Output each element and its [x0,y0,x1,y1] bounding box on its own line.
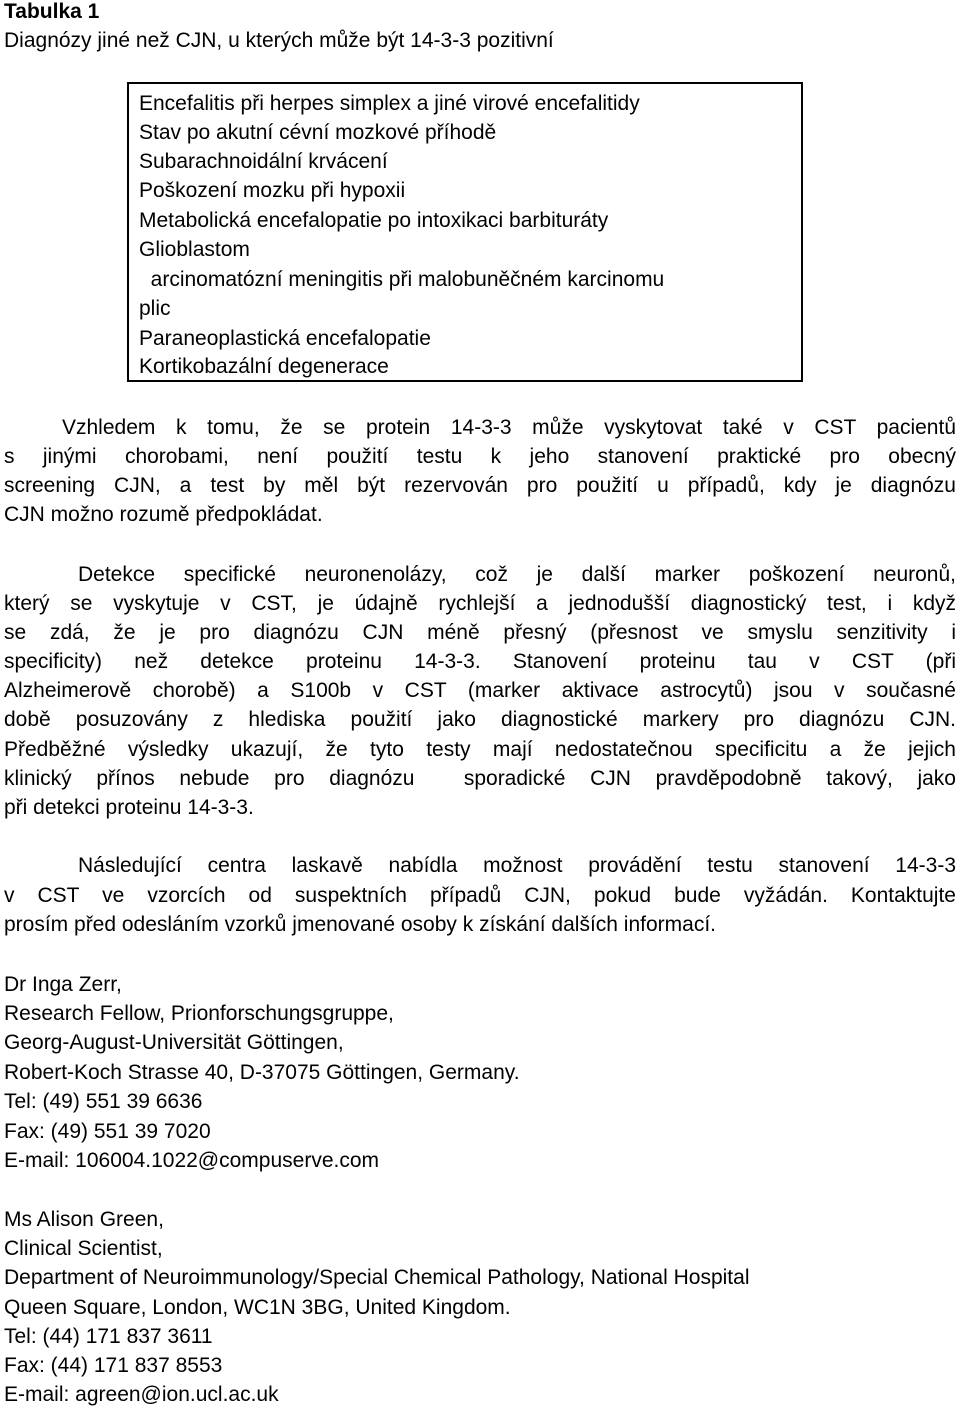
paragraph-line: Detekce specifické neuronenolázy, což je další marker poškození neuronů, [78,563,956,586]
contact-line: Research Fellow, Prionforschungsgruppe, [4,1002,394,1025]
contact-fax: Fax: (44) 171 837 8553 [4,1354,223,1377]
diagnoses-table [127,82,803,382]
contact-phone: Tel: (44) 171 837 3611 [4,1325,213,1348]
contact-line: Robert-Koch Strasse 40, D-37075 Göttingen, Germany. [4,1061,520,1084]
paragraph-line: CJN možno rozumě předpokládat. [4,503,323,526]
table-item: Subarachnoidální krvácení [139,150,388,173]
table-item: Poškození mozku při hypoxii [139,179,406,202]
table-item: Metabolická encefalopatie po intoxikaci barbituráty [139,209,609,232]
table-item: arcinomatózní meningitis při malobuněčném karcinomu [139,268,665,291]
contact-name: Dr Inga Zerr, [4,973,122,996]
paragraph-line: Předběžné výsledky ukazují, že tyto testy mají nedostatečnou specificitu a že jejich [4,738,956,761]
contact-line: Clinical Scientist, [4,1237,163,1260]
table-item: Glioblastom [139,238,250,261]
paragraph-line: prosím před odesláním vzorků jmenované osoby k získání dalších informací. [4,913,716,936]
paragraph-line: Následující centra laskavě nabídla možnost provádění testu stanovení 14-3-3 [78,854,956,877]
contact-email: E-mail: 106004.1022@compuserve.com [4,1149,380,1172]
contact-name: Ms Alison Green, [4,1208,164,1231]
table-item: Encefalitis při herpes simplex a jiné virové encefalitidy [139,92,640,115]
paragraph-line: který se vyskytuje v CST, je údajně rychlejší a jednodušší diagnostický test, i když [4,592,956,615]
contact-fax: Fax: (49) 551 39 7020 [4,1120,211,1143]
paragraph-line: Alzheimerově chorobě) a S100b v CST (marker aktivace astrocytů) jsou v současné [4,679,956,702]
paragraph-line: s jinými chorobami, není použití testu k jeho stanovení praktické pro obecný [4,445,956,468]
paragraph-line: specificity) než detekce proteinu 14-3-3. Stanovení proteinu tau v CST (při [4,650,956,673]
table-item: plic [139,297,171,320]
table-item: Kortikobazální degenerace [139,355,389,378]
table-item: Paraneoplastická encefalopatie [139,327,431,350]
contact-line: Department of Neuroimmunology/Special Chemical Pathology, National Hospital [4,1266,750,1289]
paragraph-line: Vzhledem k tomu, že se protein 14-3-3 může vyskytovat také v CST pacientů [62,416,956,439]
contact-line: Queen Square, London, WC1N 3BG, United Kingdom. [4,1296,511,1319]
table-title: Tabulka 1 [4,0,100,23]
paragraph-line: se zdá, že je pro diagnózu CJN méně přesný (přesnost ve smyslu senzitivity i [4,621,956,644]
paragraph-line: době posuzovány z hlediska použití jako diagnostické markery pro diagnózu CJN. [4,708,956,731]
contact-email: E-mail: agreen@ion.ucl.ac.uk [4,1383,279,1406]
paragraph-line: v CST ve vzorcích od suspektních případů CJN, pokud bude vyžádán. Kontaktujte [4,884,956,907]
paragraph-line: screening CJN, a test by měl být rezervován pro použití u případů, kdy je diagnózu [4,474,956,497]
table-subtitle: Diagnózy jiné než CJN, u kterých může být 14-3-3 pozitivní [4,29,554,52]
contact-line: Georg-August-Universität Göttingen, [4,1031,344,1054]
table-item: Stav po akutní cévní mozkové příhodě [139,121,497,144]
contact-phone: Tel: (49) 551 39 6636 [4,1090,203,1113]
paragraph-line: klinický přínos nebude pro diagnózu sporadické CJN pravděpodobně takový, jako [4,767,956,790]
paragraph-line: při detekci proteinu 14-3-3. [4,796,254,819]
